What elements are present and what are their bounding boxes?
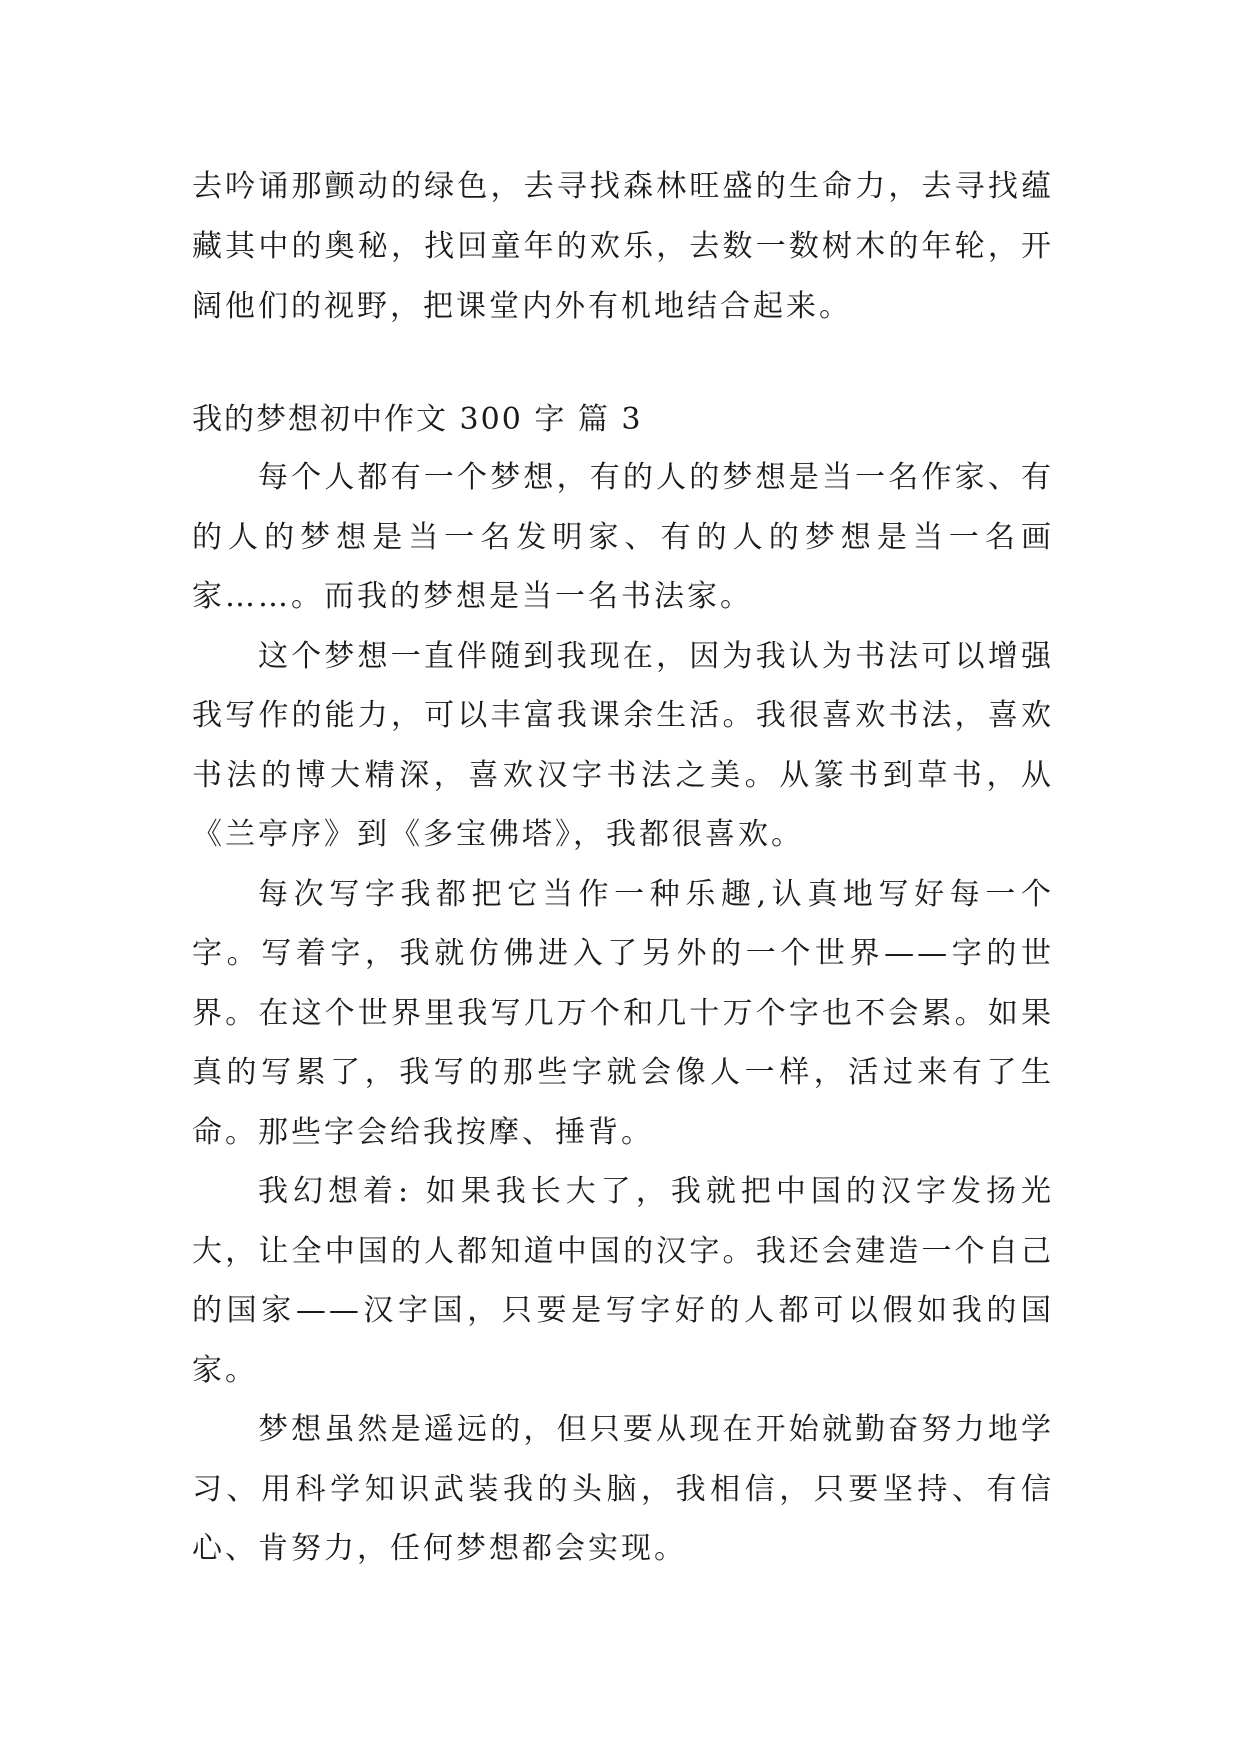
body-paragraph: 这个梦想一直伴随到我现在，因为我认为书法可以增强我写作的能力，可以丰富我课余生活。我很喜欢书法，喜欢书法的博大精深，喜欢汉字书法之美。从篆书到草书，从《兰亭序》到《多宝佛塔》，我都很喜欢。	[192, 638, 1054, 852]
intro-paragraph: 去吟诵那颤动的绿色，去寻找森林旺盛的生命力，去寻找蕴藏其中的奥秘，找回童年的欢乐，去数一数树木的年轮，开阔他们的视野，把课堂内外有机地结合起来。	[192, 169, 1054, 324]
body-paragraph: 每次写字我都把它当作一种乐趣,认真地写好每一个字。写着字，我就仿佛进入了另外的一个世界——字的世界。在这个世界里我写几万个和几十万个字也不会累。如果真的写累了，我写的那些字就会像人一样，活过来有了生命。那些字会给我按摩、捶背。	[192, 876, 1054, 1150]
body-paragraph: 我幻想着: 如果我长大了，我就把中国的汉字发扬光大，让全中国的人都知道中国的汉字。我还会建造一个自己的国家——汉字国，只要是写字好的人都可以假如我的国家。	[192, 1174, 1054, 1388]
body-paragraph: 每个人都有一个梦想，有的人的梦想是当一名作家、有的人的梦想是当一名发明家、有的人的梦想是当一名画家……。而我的梦想是当一名书法家。	[192, 460, 1054, 614]
body-paragraph: 梦想虽然是遥远的，但只要从现在开始就勤奋努力地学习、用科学知识武装我的头脑，我相信，只要坚持、有信心、肯努力，任何梦想都会实现。	[192, 1412, 1054, 1566]
section-heading: 我的梦想初中作文 300 字 篇 3	[192, 402, 643, 437]
essay-body	[192, 448, 1054, 1579]
